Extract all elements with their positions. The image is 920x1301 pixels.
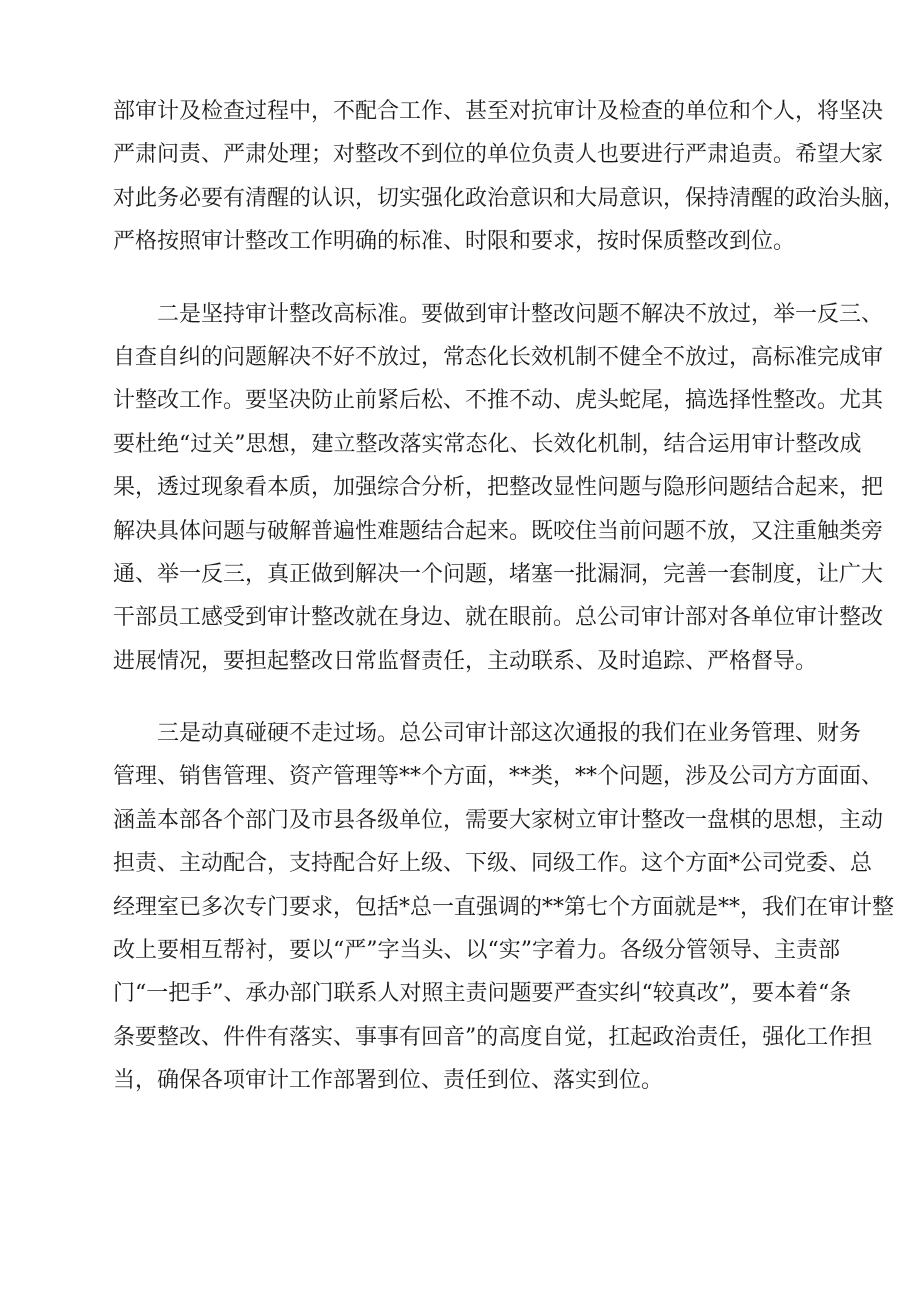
text-line: 经理室已多次专门要求，包括*总一直强调的**第七个方面就是**，我们在审计整	[113, 894, 895, 920]
text-line: 解决具体问题与破解普遍性难题结合起来。既咬住当前问题不放，又注重触类旁	[113, 518, 884, 544]
text-line: 涵盖本部各个部门及市县各级单位，需要大家树立审计整改一盘棋的思想，主动	[113, 807, 884, 833]
text-line: 担责、主动配合，支持配合好上级、下级、同级工作。这个方面*公司党委、总	[113, 851, 873, 877]
text-line: 对此务必要有清醒的认识，切实强化政治意识和大局意识，保持清醒的政治头脑，	[113, 185, 906, 211]
text-line: 三是动真碰硬不走过场。总公司审计部这次通报的我们在业务管理、财务	[157, 721, 862, 747]
text-line: 二是坚持审计整改高标准。要做到审计整改问题不解决不放过，举一反三、	[157, 301, 884, 327]
text-line: 进展情况，要担起整改日常监督责任，主动联系、及时追踪、严格督导。	[113, 648, 818, 674]
text-line: 计整改工作。要坚决防止前紧后松、不推不动、虎头蛇尾，搞选择性整改。尤其	[113, 388, 884, 414]
text-line: 当，确保各项审计工作部署到位、责任到位、落实到位。	[113, 1068, 664, 1094]
paragraph-accountability	[113, 90, 906, 264]
document-body	[113, 90, 906, 1103]
text-line: 严肃问责、严肃处理；对整改不到位的单位负责人也要进行严肃追责。希望大家	[113, 142, 884, 168]
paragraph-no-formality	[113, 712, 895, 1103]
text-line: 要杜绝“过关”思想，建立整改落实常态化、长效化机制，结合运用审计整改成	[113, 431, 862, 457]
text-line: 部审计及检查过程中，不配合工作、甚至对抗审计及检查的单位和个人，将坚决	[113, 99, 884, 124]
text-line: 果，透过现象看本质，加强综合分析，把整改显性问题与隐形问题结合起来，把	[113, 475, 884, 501]
paragraph-high-standard	[113, 293, 884, 684]
text-line: 管理、销售管理、资产管理等**个方面，**类，**个问题，涉及公司方方面面、	[113, 764, 884, 790]
text-line: 通、举一反三，真正做到解决一个问题，堵塞一批漏洞，完善一套制度，让广大	[113, 561, 884, 587]
paragraph-spacer	[113, 683, 823, 712]
text-line: 改上要相互帮衬，要以“严”字当头、以“实”字着力。各级分管领导、主责部	[113, 938, 840, 964]
text-line: 严格按照审计整改工作明确的标准、时限和要求，按时保质整改到位。	[113, 229, 796, 255]
text-line: 条要整改、件件有落实、事事有回音”的高度自觉，扛起政治责任，强化工作担	[113, 1024, 873, 1050]
text-line: 自查自纠的问题解决不好不放过，常态化长效机制不健全不放过，高标准完成审	[113, 344, 884, 370]
paragraph-spacer	[113, 264, 823, 293]
text-line: 干部员工感受到审计整改就在身边、就在眼前。总公司审计部对各单位审计整改	[113, 605, 884, 631]
text-line: 门“一把手”、承办部门联系人对照主责问题要严查实纠“较真改”，要本着“条	[113, 981, 852, 1007]
